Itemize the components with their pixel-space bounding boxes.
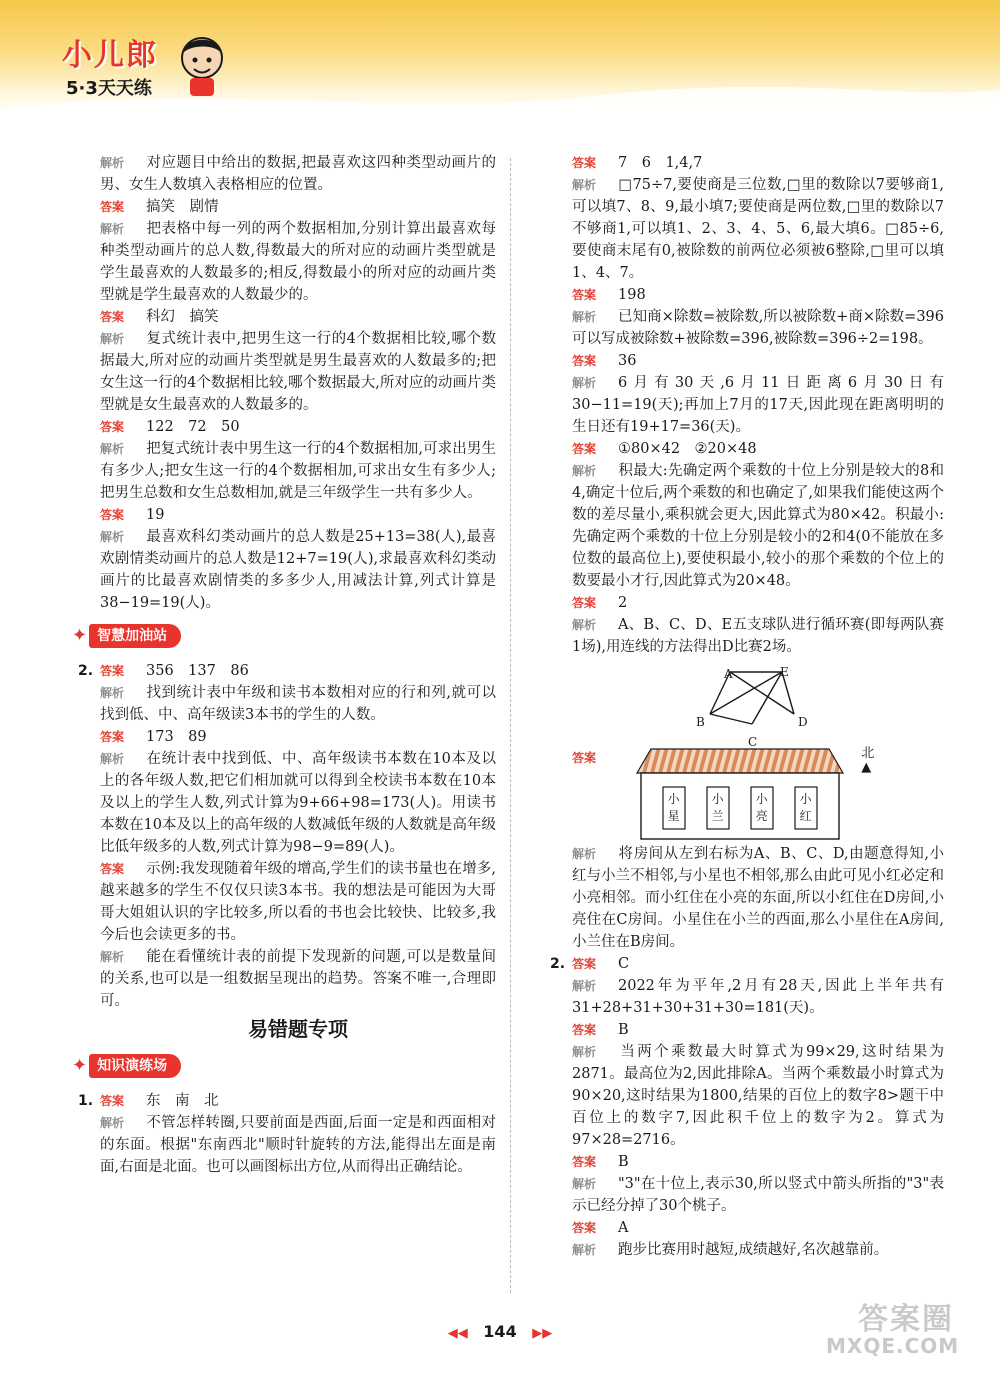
answer-tag: 答案 xyxy=(572,1023,597,1037)
explanation-row xyxy=(572,372,944,438)
house-room-label: 小 亮 xyxy=(755,792,768,823)
answer-row xyxy=(100,306,496,328)
watermark-text: 答案圈 xyxy=(858,1302,954,1337)
answer-text: 示例:我发现随着年级的增高,学生们的读书量也在增多,越来越多的学生不仅仅只读3本书。我的想法是可能因为大哥哥大姐姐认识的字比较多,所以看的书也会比较快、比较多,我今后也会读更多的书。 xyxy=(100,861,496,943)
graph-label-a: A xyxy=(724,667,733,681)
answer-tag: 答案 xyxy=(572,957,597,971)
explain-tag: 解析 xyxy=(572,847,597,861)
answer-text: 36 xyxy=(618,353,637,369)
star-icon: ✦ xyxy=(72,625,88,646)
next-arrow-icon: ▶▶ xyxy=(532,1326,553,1341)
explain-tag: 解析 xyxy=(100,530,125,544)
answer-tag: 答案 xyxy=(100,508,125,522)
answer-tag: 答案 xyxy=(100,310,125,324)
house-room-label: 小 兰 xyxy=(711,792,724,823)
answer-text: 173 89 xyxy=(146,729,207,745)
graph-label-e: E xyxy=(780,665,789,679)
answer-row xyxy=(100,196,496,218)
prev-arrow-icon: ◀◀ xyxy=(447,1326,468,1341)
explanation-text: 6月有30天,6月11日距离6月30日有30−11=19(天);再加上7月的17天,因此现在距离明明的生日还有19+17=36(天)。 xyxy=(572,375,944,435)
answer-row xyxy=(572,350,944,372)
explanation-row xyxy=(572,306,944,350)
star-icon: ✦ xyxy=(72,1055,88,1076)
explanation-text: 当两个乘数最大时算式为99×29,这时结果为2871。最高位为2,因此排除A。当两个乘数最小时算式为90×20,这时结果为1800,结果的百位上的数字8>题干中百位上的数字7,因此积千位上的数字为2。算式为97×28=2716。 xyxy=(572,1044,944,1148)
answer-row xyxy=(572,1151,944,1173)
explanation-row xyxy=(572,1173,944,1217)
answer-text: 122 72 50 xyxy=(146,419,240,435)
explain-tag: 解析 xyxy=(100,332,125,346)
right-answer-block-2 xyxy=(572,843,944,953)
answer-tag: 答案 xyxy=(572,156,597,170)
question-number: 2. xyxy=(550,956,566,972)
right-answer-block-3 xyxy=(572,953,944,1261)
tournament-graph xyxy=(572,662,944,749)
house-room-label: 小 红 xyxy=(799,792,812,823)
answer-text: C xyxy=(618,956,630,972)
answer-row xyxy=(572,1217,944,1239)
explain-tag: 解析 xyxy=(572,376,597,390)
left-answer-block-3 xyxy=(100,1090,496,1178)
explain-tag: 解析 xyxy=(100,950,125,964)
section-header-zhihui xyxy=(72,624,181,648)
explanation-text: A、B、C、D、E五支球队进行循环赛(即每两队赛1场),用连线的方法得出D比赛2场。 xyxy=(572,617,944,655)
explain-tag: 解析 xyxy=(572,464,597,478)
answer-tag: 答案 xyxy=(100,420,125,434)
answer-row xyxy=(572,1019,944,1041)
explanation-text: 在统计表中找到低、中、高年级读书本数在10本及以上的各年级人数,把它们相加就可以得到全校读书本数在10本及以上的学生人数,列式计算为9+66+98=173(人)。用读书本数在10本及以上的高年级的人数减低年级的人数就是高年级比低年级多的人数,列式计算为98−9=89(人)。 xyxy=(100,751,496,855)
answer-text: 198 xyxy=(618,287,646,303)
answer-row xyxy=(100,726,496,748)
column-divider xyxy=(510,158,511,1293)
section-title: 智慧加油站 xyxy=(89,624,181,648)
answer-tag: 答案 xyxy=(572,354,597,368)
watermark xyxy=(818,1290,998,1370)
explain-tag: 解析 xyxy=(572,1045,597,1059)
explanation-text: 将房间从左到右标为A、B、C、D,由题意得知,小红与小兰不相邻,与小星也不相邻,那么由此可见小红必定和小亮相邻。而小红住在小亮的东面,所以小红住在D房间,小亮住在C房间。小星住在小兰的西面,那么小星住在A房间,小兰住在B房间。 xyxy=(572,846,944,950)
left-answer-block-1 xyxy=(100,152,496,614)
answer-text: 东 南 北 xyxy=(146,1093,219,1109)
explanation-row xyxy=(100,328,496,416)
explain-tag: 解析 xyxy=(100,222,125,236)
explanation-text: 不管怎样转圈,只要前面是西面,后面一定是和西面相对的东面。根据"东南西北"顺时针旋转的方法,能得出左面是南面,右面是北面。也可以画图标出方位,从而得出正确结论。 xyxy=(100,1115,496,1175)
right-answer-block-1 xyxy=(572,152,944,658)
house-room-label: 小 星 xyxy=(667,792,680,823)
page-title: 易错题专项 xyxy=(248,1017,348,1041)
explain-tag: 解析 xyxy=(572,618,597,632)
explanation-text: 已知商×除数=被除数,所以被除数+商×除数=396可以写成被除数+被除数=396,被除数=396÷2=198。 xyxy=(572,309,944,347)
watermark-url: MXQE.COM xyxy=(826,1334,960,1358)
explanation-row xyxy=(572,975,944,1019)
answer-text: ①80×42 ②20×48 xyxy=(618,441,757,457)
answer-row xyxy=(100,504,496,526)
answer-tag: 答案 xyxy=(100,862,125,876)
explanation-text: □75÷7,要使商是三位数,□里的数除以7要够商1,可以填7、8、9,最小填7;要使商是两位数,□里的数除以7不够商1,可以填1、2、3、4、5、6,最大填6。□85÷6,要使商末尾有0,被除数的前两位必须被6整除,□里可以填1、4、7。 xyxy=(572,177,944,281)
explanation-row xyxy=(572,460,944,592)
question-number: 1. xyxy=(78,1093,94,1109)
answer-row xyxy=(100,416,496,438)
answer-tag: 答案 xyxy=(100,730,125,744)
explanation-row xyxy=(100,748,496,858)
answer-tag: 答案 xyxy=(572,1155,597,1169)
explanation-text: 把复式统计表中男生这一行的4个数据相加,可求出男生有多少人;把女生这一行的4个数据相加,可求出女生有多少人;把男生总数和女生总数相加,就是三年级学生一共有多少人。 xyxy=(100,441,496,501)
answer-text: B xyxy=(618,1022,629,1038)
explain-tag: 解析 xyxy=(100,442,125,456)
explanation-text: 积最大:先确定两个乘数的十位上分别是较大的8和4,确定十位后,两个乘数的和也确定了,如果我们能使这两个数的差尽量小,乘积就会更大,因此算式为80×42。积最小:先确定两个乘数的十位上分别是较小的2和4(0不能放在多位数的最高位上),要使积最小,较小的那个乘数的个位上的数要最小才行,因此算式为20×48。 xyxy=(572,463,944,589)
question-number: 2. xyxy=(78,663,94,679)
explanation-text: 对应题目中给出的数据,把最喜欢这四种类型动画片的男、女生人数填入表格相应的位置。 xyxy=(100,155,496,193)
answer-tag: 答案 xyxy=(572,1221,597,1235)
explanation-row xyxy=(100,438,496,504)
explain-tag: 解析 xyxy=(572,979,597,993)
answer-row xyxy=(572,152,944,174)
left-answer-block-2 xyxy=(100,660,496,1012)
explain-tag: 解析 xyxy=(100,156,125,170)
explanation-row xyxy=(100,526,496,614)
explanation-text: 找到统计表中年级和读书本数相对应的行和列,就可以找到低、中、高年级读3本书的学生的人数。 xyxy=(100,685,496,723)
explanation-row xyxy=(572,843,944,953)
graph-label-b: B xyxy=(696,715,705,729)
explanation-row xyxy=(100,946,496,1012)
explanation-row xyxy=(100,682,496,726)
explain-tag: 解析 xyxy=(100,1116,125,1130)
explanation-row xyxy=(100,1112,496,1178)
house-svg xyxy=(625,747,855,843)
answer-tag: 答案 xyxy=(100,664,125,678)
left-column xyxy=(72,152,496,1178)
explain-tag: 解析 xyxy=(572,1243,597,1257)
explanation-row xyxy=(100,152,496,196)
explanation-text: 把表格中每一列的两个数据相加,分别计算出最喜欢每种类型动画片的总人数,得数最大的所对应的动画片类型就是学生最喜欢的人数最多的;相反,得数最小的所对应的动画片类型就是学生最喜欢的人数最少的。 xyxy=(100,221,496,303)
explain-tag: 解析 xyxy=(100,686,125,700)
section-title: 知识演练场 xyxy=(89,1054,181,1078)
answer-row xyxy=(100,858,496,946)
answer-row xyxy=(100,1090,496,1112)
answer-tag: 答案 xyxy=(572,751,597,765)
explanation-text: 复式统计表中,把男生这一行的4个数据相比较,哪个数据最大,所对应的动画片类型就是男生最喜欢的人数最多的;把女生这一行的4个数据相比较,哪个数据最大,所对应的动画片类型就是女生最喜欢的人数最多的。 xyxy=(100,331,496,413)
series-name: 5·3天天练 xyxy=(66,78,152,99)
explain-tag: 解析 xyxy=(572,310,597,324)
explanation-row xyxy=(572,614,944,658)
answer-text: 19 xyxy=(146,507,165,523)
answer-tag: 答案 xyxy=(572,596,597,610)
explanation-row xyxy=(572,1239,944,1261)
answer-text: 2 xyxy=(618,595,628,611)
answer-row xyxy=(100,660,496,682)
answer-text: 7 6 1,4,7 xyxy=(618,155,703,171)
answer-tag: 答案 xyxy=(100,1094,125,1108)
answer-row xyxy=(572,438,944,460)
answer-row xyxy=(572,592,944,614)
graph-label-d: D xyxy=(798,715,808,729)
answer-row xyxy=(572,284,944,306)
explain-tag: 解析 xyxy=(100,752,125,766)
answer-text: 搞笑 剧情 xyxy=(146,199,219,215)
answer-tag: 答案 xyxy=(572,288,597,302)
explanation-text: 最喜欢科幻类动画片的总人数是25+13=38(人),最喜欢剧情类动画片的总人数是12+7=19(人),求最喜欢科幻类动画片的比最喜欢剧情类的多多少人,用减法计算,列式计算是38−19=19(人)。 xyxy=(100,529,496,611)
answer-text: 科幻 搞笑 xyxy=(146,309,219,325)
answer-row xyxy=(572,953,944,975)
page-number: 144 xyxy=(483,1322,517,1341)
explain-tag: 解析 xyxy=(572,178,597,192)
answer-text: A xyxy=(618,1220,629,1236)
explanation-row xyxy=(100,218,496,306)
right-column xyxy=(550,152,944,1261)
explanation-text: "3"在十位上,表示30,所以竖式中箭头所指的"3"表示已经分掉了30个桃子。 xyxy=(572,1176,944,1214)
explain-tag: 解析 xyxy=(572,1177,597,1191)
graph-label-c: C xyxy=(748,735,758,749)
explanation-row xyxy=(572,1041,944,1151)
answer-tag: 答案 xyxy=(572,442,597,456)
answer-tag: 答案 xyxy=(100,200,125,214)
explanation-text: 能在看懂统计表的前提下发现新的问题,可以是数量间的关系,也可以是一组数据呈现出的趋势。答案不唯一,合理即可。 xyxy=(100,949,496,1009)
house-figure xyxy=(625,747,855,843)
brand-logo: 小儿郎 xyxy=(62,38,158,73)
answer-text: 356 137 86 xyxy=(146,663,249,679)
page-header xyxy=(0,0,1000,115)
explanation-text: 2022年为平年,2月有28天,因此上半年共有31+28+31+30+31+30=181(天)。 xyxy=(572,978,944,1016)
section-header-zhishi xyxy=(72,1054,181,1078)
explanation-row xyxy=(572,174,944,284)
explanation-text: 跑步比赛用时越短,成绩越好,名次越靠前。 xyxy=(618,1242,889,1258)
answer-text: B xyxy=(618,1154,629,1170)
north-label: 北 ▲ xyxy=(861,746,875,775)
mascot-icon xyxy=(176,32,228,98)
